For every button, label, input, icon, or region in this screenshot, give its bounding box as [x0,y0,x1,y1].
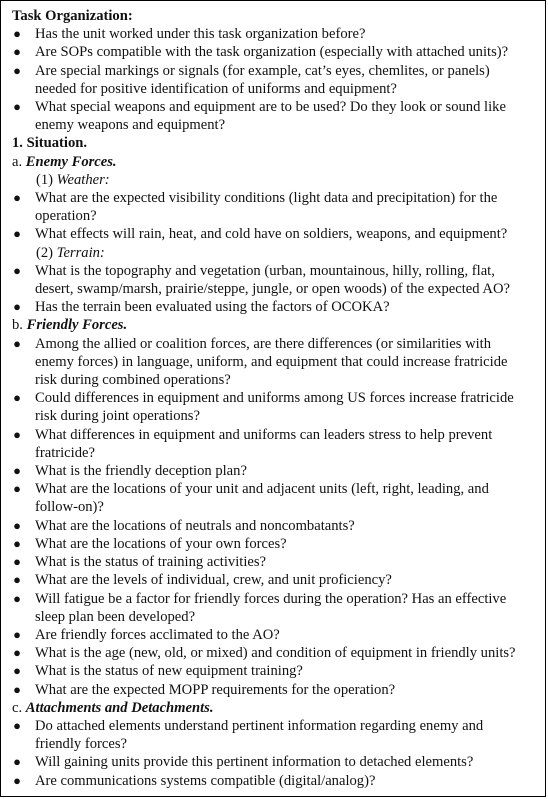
list-item-text: What is the friendly deception plan? [35,463,247,480]
bullet-icon: ● [13,190,21,206]
bullet-list [12,189,535,244]
bullet-icon: ● [13,226,21,242]
subsection-title: Attachments and Detachments. [25,699,214,716]
list-item-text: Are SOPs compatible with the task organization (especially with attached units)? [35,44,509,61]
list-item [12,25,535,43]
bullet-icon: ● [13,626,21,642]
bullet-list [12,335,535,699]
subsection-title: Friendly Forces. [26,317,128,334]
bullet-list [12,262,535,317]
bullet-icon: ● [13,663,21,679]
list-item-text: What is the topography and vegetation (urban, mountainous, hilly, rolling, flat, desert, swamp/marsh, prairie/steppe, jungle, or open woods) of the expected AO? [35,262,510,298]
list-item [12,626,535,644]
list-item-text: Are communications systems compatible (digital/analog)? [35,772,376,789]
bullet-icon: ● [13,535,21,551]
list-item [12,535,535,553]
list-item [12,553,535,571]
list-item [12,189,535,225]
list-item [12,98,535,134]
bullet-icon: ● [13,463,21,479]
subsubsection-heading [12,244,535,262]
bullet-list [12,717,535,790]
list-item-text: What is the status of training activities? [35,554,267,571]
list-item [12,462,535,480]
list-item-text: What differences in equipment and uniforms can leaders stress to help prevent fratricide? [35,426,493,461]
list-item-text: Are special markings or signals (for example, cat’s eyes, chemlites, or panels) needed for positive identification of uniforms and equipment? [35,62,490,97]
list-item [12,517,535,535]
list-item [12,225,535,243]
bullet-icon: ● [13,481,21,497]
list-item [12,571,535,589]
list-item [12,335,535,390]
list-item [12,480,535,516]
subsection-label: (1) [36,171,57,188]
bullet-icon: ● [13,99,21,115]
list-item [12,389,535,425]
subsection-title: Weather: [56,171,110,188]
list-item-text: Are friendly forces acclimated to the AO? [35,626,280,643]
bullet-icon: ● [13,426,21,442]
bullet-icon: ● [13,572,21,588]
list-item [12,772,535,790]
list-item-text: Will gaining units provide this pertinent information to detached elements? [35,754,474,771]
subsection-label: c. [12,699,26,716]
subsection-heading [12,153,535,171]
list-item-text: What is the age (new, old, or mixed) and condition of equipment in friendly units? [35,645,516,662]
list-item-text: What effects will rain, heat, and cold have on soldiers, weapons, and equipment? [35,226,508,243]
bullet-icon: ● [13,754,21,770]
list-item [12,717,535,753]
subsubsection-heading [12,171,535,189]
list-item-text: Has the unit worked under this task organization before? [35,26,366,43]
list-item-text: Among the allied or coalition forces, are there differences (or similarities with enemy forces) in language, uniform, and equipment that could increase fratricide risk during combined operations? [35,335,508,389]
list-item-text: What are the locations of your own forces? [35,535,287,552]
bullet-icon: ● [13,299,21,315]
bullet-list [12,25,535,134]
subsection-heading [12,699,535,717]
subsection-label: a. [12,153,26,170]
list-item [12,590,535,626]
bullet-icon: ● [13,44,21,60]
subsection-label: (2) [36,244,57,261]
bullet-icon: ● [13,390,21,406]
bullet-icon: ● [13,645,21,661]
list-item-text: Has the terrain been evaluated using the factors of OCOKA? [35,299,390,316]
list-item-text: What are the locations of neutrals and noncombatants? [35,517,355,534]
list-item-text: What are the expected visibility conditions (light data and precipitation) for the operation? [35,190,498,225]
bullet-icon: ● [13,554,21,570]
list-item [12,426,535,462]
list-item-text: What is the status of new equipment training? [35,663,303,680]
list-item [12,262,535,298]
list-item [12,298,535,316]
bullet-icon: ● [13,681,21,697]
section-heading: Task Organization: [12,8,133,24]
bullet-icon: ● [13,26,21,42]
subsection-title: Enemy Forces. [25,153,117,170]
subsection-heading [12,316,535,334]
list-item [12,753,535,771]
bullet-icon: ● [13,717,21,733]
list-item [12,681,535,699]
list-item [12,43,535,61]
list-item-text: Do attached elements understand pertinent information regarding enemy and friendly forces? [35,717,484,753]
bullet-icon: ● [13,335,21,351]
list-item-text: What are the locations of your unit and adjacent units (left, right, leading, and follow-on)? [35,481,489,516]
subsection-label: b. [12,317,27,334]
list-item-text: Will fatigue be a factor for friendly forces during the operation? Has an effective sleep plan been developed? [35,590,507,625]
list-item-text: Could differences in equipment and uniforms among US forces increase fratricide risk during joint operations? [35,390,514,425]
bullet-icon: ● [13,62,21,78]
bullet-icon: ● [13,772,21,788]
list-item [12,644,535,662]
subsection-title: Terrain: [56,244,105,261]
list-item-text: What are the expected MOPP requirements for the operation? [35,681,396,698]
list-item-text: What special weapons and equipment are to be used? Do they look or sound like enemy weapons and equipment? [35,99,506,134]
bullet-icon: ● [13,262,21,278]
bullet-icon: ● [13,590,21,606]
list-item [12,62,535,98]
section-heading: 1. Situation. [12,135,88,152]
bullet-icon: ● [13,517,21,533]
list-item [12,662,535,680]
list-item-text: What are the levels of individual, crew, and unit proficiency? [35,572,392,589]
